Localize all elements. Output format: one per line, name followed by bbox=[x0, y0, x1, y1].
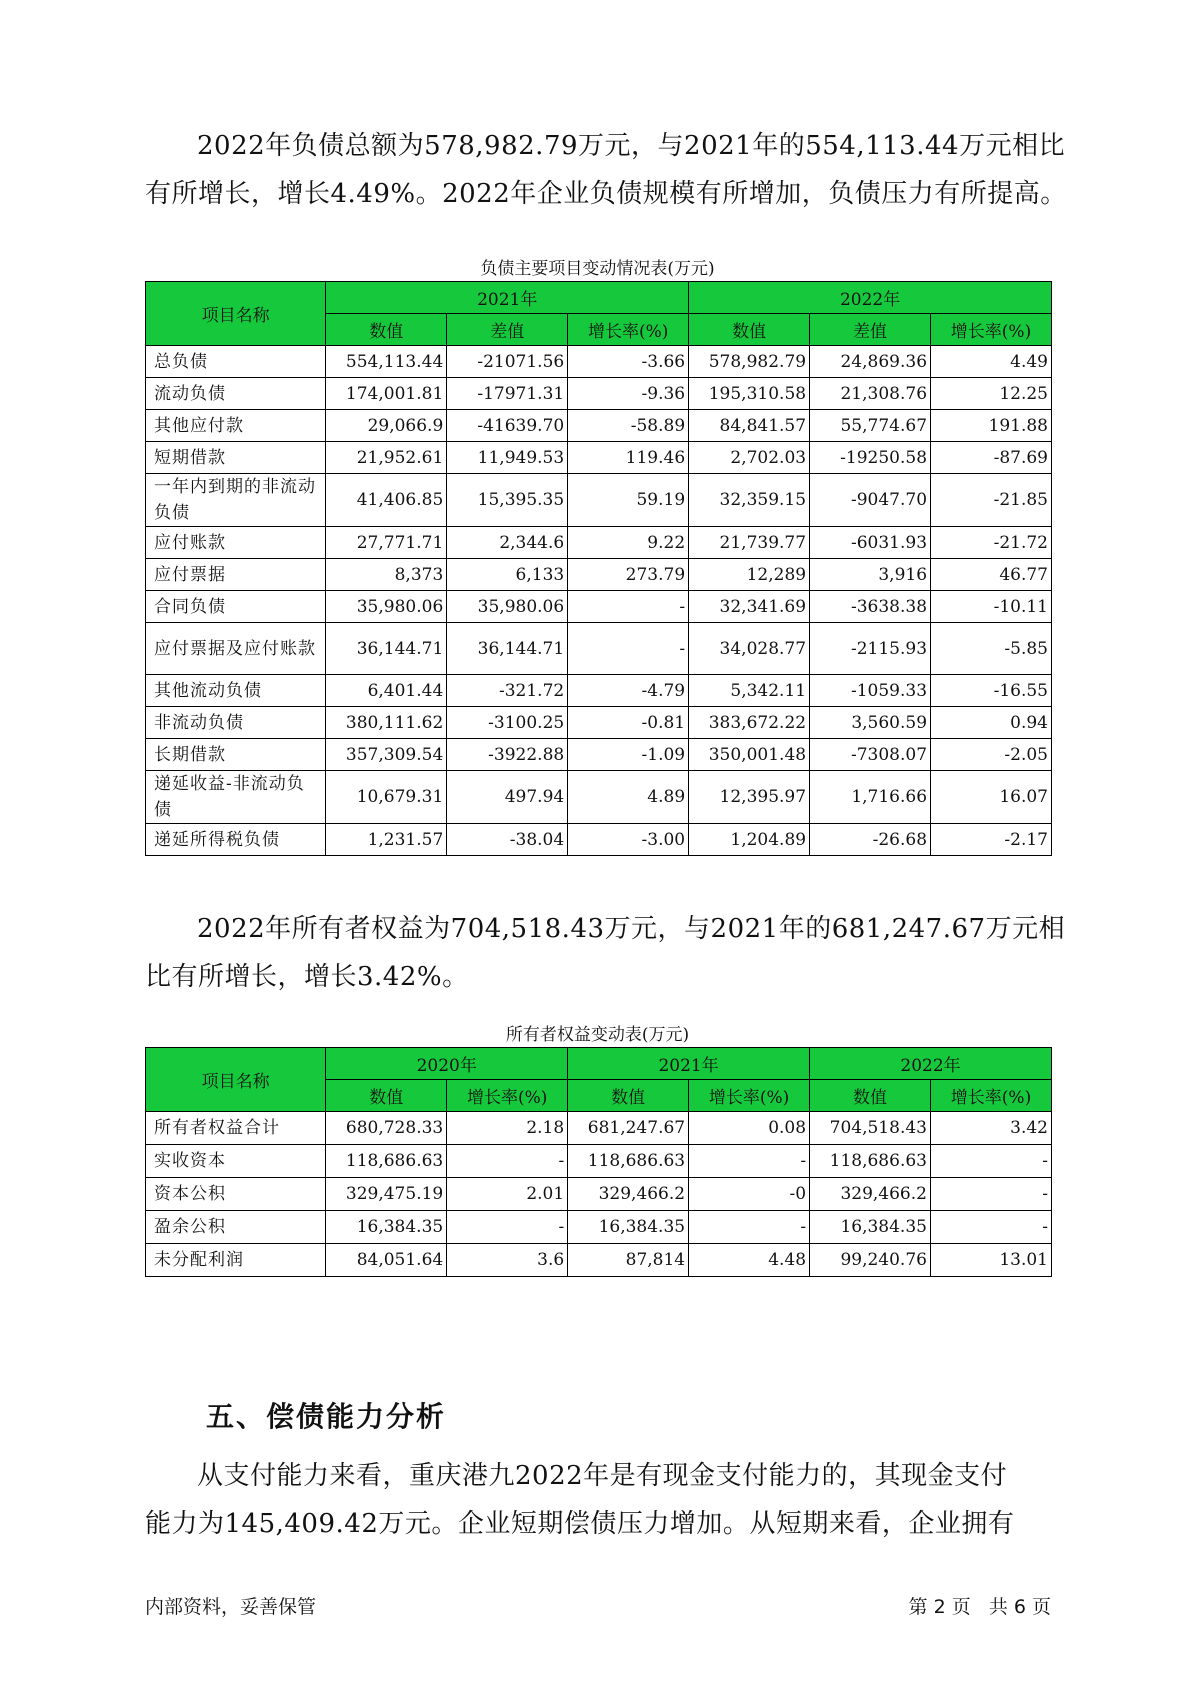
table-cell: -3100.25 bbox=[447, 707, 568, 739]
table-cell: - bbox=[568, 623, 689, 675]
table-cell: -4.79 bbox=[568, 675, 689, 707]
table-cell: 2,702.03 bbox=[689, 442, 810, 474]
table-cell: 24,869.36 bbox=[810, 346, 931, 378]
table-cell: 13.01 bbox=[930, 1244, 1051, 1277]
table-cell: 32,359.15 bbox=[689, 474, 810, 527]
table-cell: -3922.88 bbox=[447, 739, 568, 771]
table-cell: -1059.33 bbox=[810, 675, 931, 707]
table-cell: 329,466.2 bbox=[810, 1178, 931, 1211]
header-year-2021: 2021年 bbox=[568, 1048, 810, 1080]
table-cell: 36,144.71 bbox=[447, 623, 568, 675]
table-cell: 87,814 bbox=[568, 1244, 689, 1277]
table1-caption: 负债主要项目变动情况表(万元) bbox=[480, 259, 715, 279]
table-cell: 21,308.76 bbox=[810, 378, 931, 410]
table-cell: -2.17 bbox=[931, 824, 1052, 856]
table-cell: -9.36 bbox=[568, 378, 689, 410]
table-row bbox=[146, 442, 1052, 474]
subheader-growth: 增长率(%) bbox=[568, 314, 689, 346]
table-cell: 84,841.57 bbox=[689, 410, 810, 442]
table-cell: -21.72 bbox=[931, 527, 1052, 559]
table-cell: - bbox=[930, 1145, 1051, 1178]
table-cell: -6031.93 bbox=[810, 527, 931, 559]
footer-confidential: 内部资料，妥善保管 bbox=[145, 1596, 317, 1618]
header-year-2021: 2021年 bbox=[326, 282, 689, 314]
row-label: 合同负债 bbox=[146, 591, 326, 623]
table-cell: - bbox=[689, 1145, 810, 1178]
row-label: 一年内到期的非流动负债 bbox=[146, 474, 326, 527]
subheader-diff: 差值 bbox=[810, 314, 931, 346]
subheader-growth: 增长率(%) bbox=[447, 1080, 568, 1112]
subheader-value: 数值 bbox=[689, 314, 810, 346]
table-cell: 8,373 bbox=[326, 559, 447, 591]
table-cell: 0.94 bbox=[931, 707, 1052, 739]
table-cell: 35,980.06 bbox=[326, 591, 447, 623]
table-cell: 191.88 bbox=[931, 410, 1052, 442]
paragraph-line: 比有所增长，增长3.42%。 bbox=[145, 962, 469, 992]
table-cell: - bbox=[689, 1211, 810, 1244]
table-cell: 195,310.58 bbox=[689, 378, 810, 410]
table-cell: -21071.56 bbox=[447, 346, 568, 378]
table-cell: 0.08 bbox=[689, 1112, 810, 1145]
table-cell: -321.72 bbox=[447, 675, 568, 707]
table-cell: 41,406.85 bbox=[326, 474, 447, 527]
paragraph-line: 能力为145,409.42万元。企业短期偿债压力增加。从短期来看，企业拥有 bbox=[145, 1509, 1015, 1539]
table-cell: - bbox=[930, 1211, 1051, 1244]
table-cell: 273.79 bbox=[568, 559, 689, 591]
subheader-value: 数值 bbox=[810, 1080, 931, 1112]
table-cell: 3.42 bbox=[930, 1112, 1051, 1145]
row-label: 应付票据及应付账款 bbox=[146, 623, 326, 675]
table-cell: -10.11 bbox=[931, 591, 1052, 623]
paragraph-equity bbox=[145, 905, 1066, 1001]
table-row bbox=[146, 623, 1052, 675]
table-cell: 11,949.53 bbox=[447, 442, 568, 474]
paragraph-line: 2022年负债总额为578,982.79万元，与2021年的554,113.44万元相比 bbox=[197, 131, 1066, 161]
table-cell: -21.85 bbox=[931, 474, 1052, 527]
row-label: 所有者权益合计 bbox=[146, 1112, 326, 1145]
table-cell: -41639.70 bbox=[447, 410, 568, 442]
subheader-growth: 增长率(%) bbox=[930, 1080, 1051, 1112]
table-row bbox=[146, 771, 1052, 824]
table-cell: -87.69 bbox=[931, 442, 1052, 474]
table-row bbox=[146, 1112, 1052, 1145]
table-cell: 10,679.31 bbox=[326, 771, 447, 824]
table-cell: 36,144.71 bbox=[326, 623, 447, 675]
table-cell: 16,384.35 bbox=[568, 1211, 689, 1244]
header-year-2022: 2022年 bbox=[810, 1048, 1052, 1080]
table-cell: 12.25 bbox=[931, 378, 1052, 410]
subheader-value: 数值 bbox=[568, 1080, 689, 1112]
header-year-2022: 2022年 bbox=[689, 282, 1052, 314]
footer-page-number: 第 2 页 共 6 页 bbox=[908, 1596, 1051, 1618]
table-cell: - bbox=[447, 1145, 568, 1178]
row-label: 应付账款 bbox=[146, 527, 326, 559]
table-cell: 84,051.64 bbox=[326, 1244, 447, 1277]
header-item-name: 项目名称 bbox=[146, 1048, 326, 1112]
row-label: 短期借款 bbox=[146, 442, 326, 474]
paragraph-line: 有所增长，增长4.49%。2022年企业负债规模有所增加，负债压力有所提高。 bbox=[145, 179, 1067, 209]
table-cell: 497.94 bbox=[447, 771, 568, 824]
table-row bbox=[146, 378, 1052, 410]
table-cell: -2.05 bbox=[931, 739, 1052, 771]
row-label: 实收资本 bbox=[146, 1145, 326, 1178]
table-cell: 46.77 bbox=[931, 559, 1052, 591]
table-cell: 704,518.43 bbox=[810, 1112, 931, 1145]
row-label: 其他流动负债 bbox=[146, 675, 326, 707]
subheader-value: 数值 bbox=[326, 314, 447, 346]
row-label: 应付票据 bbox=[146, 559, 326, 591]
table-row bbox=[146, 1178, 1052, 1211]
table-cell: -5.85 bbox=[931, 623, 1052, 675]
table-cell: 29,066.9 bbox=[326, 410, 447, 442]
table-row bbox=[146, 739, 1052, 771]
row-label: 资本公积 bbox=[146, 1178, 326, 1211]
table-row bbox=[146, 824, 1052, 856]
table-cell: 12,395.97 bbox=[689, 771, 810, 824]
table-cell: 59.19 bbox=[568, 474, 689, 527]
table-cell: -0 bbox=[689, 1178, 810, 1211]
header-item-name: 项目名称 bbox=[146, 282, 326, 346]
table-cell: -7308.07 bbox=[810, 739, 931, 771]
table-cell: 21,952.61 bbox=[326, 442, 447, 474]
table-cell: 21,739.77 bbox=[689, 527, 810, 559]
table-row bbox=[146, 707, 1052, 739]
table-cell: -2115.93 bbox=[810, 623, 931, 675]
table-cell: -16.55 bbox=[931, 675, 1052, 707]
table-cell: 3,916 bbox=[810, 559, 931, 591]
table-cell: - bbox=[568, 591, 689, 623]
table-cell: 2.01 bbox=[447, 1178, 568, 1211]
table-cell: 1,716.66 bbox=[810, 771, 931, 824]
table-cell: 99,240.76 bbox=[810, 1244, 931, 1277]
table-row bbox=[146, 559, 1052, 591]
row-label: 递延所得税负债 bbox=[146, 824, 326, 856]
table-cell: 2,344.6 bbox=[447, 527, 568, 559]
paragraph-line: 从支付能力来看，重庆港九2022年是有现金支付能力的，其现金支付 bbox=[197, 1461, 1008, 1491]
table-cell: 2.18 bbox=[447, 1112, 568, 1145]
row-label: 其他应付款 bbox=[146, 410, 326, 442]
row-label: 总负债 bbox=[146, 346, 326, 378]
table-cell: 119.46 bbox=[568, 442, 689, 474]
table-cell: 4.49 bbox=[931, 346, 1052, 378]
table-cell: 681,247.67 bbox=[568, 1112, 689, 1145]
table-cell: 1,231.57 bbox=[326, 824, 447, 856]
paragraph-solvency bbox=[145, 1452, 1050, 1548]
table-cell: 329,466.2 bbox=[568, 1178, 689, 1211]
table-cell: 16.07 bbox=[931, 771, 1052, 824]
paragraph-liabilities bbox=[145, 122, 1067, 218]
table-cell: 329,475.19 bbox=[326, 1178, 447, 1211]
table-cell: 16,384.35 bbox=[810, 1211, 931, 1244]
row-label: 非流动负债 bbox=[146, 707, 326, 739]
subheader-diff: 差值 bbox=[447, 314, 568, 346]
table-cell: -19250.58 bbox=[810, 442, 931, 474]
table-row bbox=[146, 527, 1052, 559]
table-cell: 35,980.06 bbox=[447, 591, 568, 623]
table-cell: -26.68 bbox=[810, 824, 931, 856]
table-row bbox=[146, 1244, 1052, 1277]
table-cell: 554,113.44 bbox=[326, 346, 447, 378]
table-cell: 578,982.79 bbox=[689, 346, 810, 378]
table-row bbox=[146, 1211, 1052, 1244]
table-row bbox=[146, 1145, 1052, 1178]
table-row bbox=[146, 675, 1052, 707]
table-cell: 383,672.22 bbox=[689, 707, 810, 739]
table-cell: 16,384.35 bbox=[326, 1211, 447, 1244]
table-row bbox=[146, 591, 1052, 623]
table-cell: - bbox=[930, 1178, 1051, 1211]
table-cell: -1.09 bbox=[568, 739, 689, 771]
table-cell: -9047.70 bbox=[810, 474, 931, 527]
subheader-value: 数值 bbox=[326, 1080, 447, 1112]
paragraph-line: 2022年所有者权益为704,518.43万元，与2021年的681,247.67万元相 bbox=[197, 914, 1066, 944]
table-cell: 6,401.44 bbox=[326, 675, 447, 707]
table-cell: 174,001.81 bbox=[326, 378, 447, 410]
table-cell: -3638.38 bbox=[810, 591, 931, 623]
table-cell: 6,133 bbox=[447, 559, 568, 591]
table-cell: 15,395.35 bbox=[447, 474, 568, 527]
header-year-2020: 2020年 bbox=[326, 1048, 568, 1080]
table-cell: 3,560.59 bbox=[810, 707, 931, 739]
equity-table bbox=[145, 1047, 1052, 1277]
table-cell: - bbox=[447, 1211, 568, 1244]
table-cell: 34,028.77 bbox=[689, 623, 810, 675]
row-label: 未分配利润 bbox=[146, 1244, 326, 1277]
table-cell: 12,289 bbox=[689, 559, 810, 591]
table-cell: -38.04 bbox=[447, 824, 568, 856]
table2-caption: 所有者权益变动表(万元) bbox=[505, 1025, 690, 1045]
table-row bbox=[146, 410, 1052, 442]
table-cell: 55,774.67 bbox=[810, 410, 931, 442]
table-row bbox=[146, 474, 1052, 527]
liabilities-table bbox=[145, 281, 1052, 856]
row-label: 盈余公积 bbox=[146, 1211, 326, 1244]
table-cell: -3.66 bbox=[568, 346, 689, 378]
table-cell: 118,686.63 bbox=[326, 1145, 447, 1178]
table-cell: -3.00 bbox=[568, 824, 689, 856]
table-cell: 5,342.11 bbox=[689, 675, 810, 707]
table-row bbox=[146, 346, 1052, 378]
table-cell: 680,728.33 bbox=[326, 1112, 447, 1145]
subheader-growth: 增长率(%) bbox=[689, 1080, 810, 1112]
section-heading: 五、偿债能力分析 bbox=[206, 1400, 447, 1433]
table-cell: 32,341.69 bbox=[689, 591, 810, 623]
table-cell: 1,204.89 bbox=[689, 824, 810, 856]
table-cell: 380,111.62 bbox=[326, 707, 447, 739]
table-cell: 118,686.63 bbox=[568, 1145, 689, 1178]
table-cell: -17971.31 bbox=[447, 378, 568, 410]
table-cell: -58.89 bbox=[568, 410, 689, 442]
table-cell: 118,686.63 bbox=[810, 1145, 931, 1178]
subheader-growth: 增长率(%) bbox=[931, 314, 1052, 346]
table-cell: 3.6 bbox=[447, 1244, 568, 1277]
table-cell: 4.48 bbox=[689, 1244, 810, 1277]
table-cell: 4.89 bbox=[568, 771, 689, 824]
table-cell: 27,771.71 bbox=[326, 527, 447, 559]
table-cell: 350,001.48 bbox=[689, 739, 810, 771]
row-label: 递延收益-非流动负债 bbox=[146, 771, 326, 824]
table-cell: 357,309.54 bbox=[326, 739, 447, 771]
table-cell: 9.22 bbox=[568, 527, 689, 559]
table-cell: -0.81 bbox=[568, 707, 689, 739]
row-label: 流动负债 bbox=[146, 378, 326, 410]
row-label: 长期借款 bbox=[146, 739, 326, 771]
